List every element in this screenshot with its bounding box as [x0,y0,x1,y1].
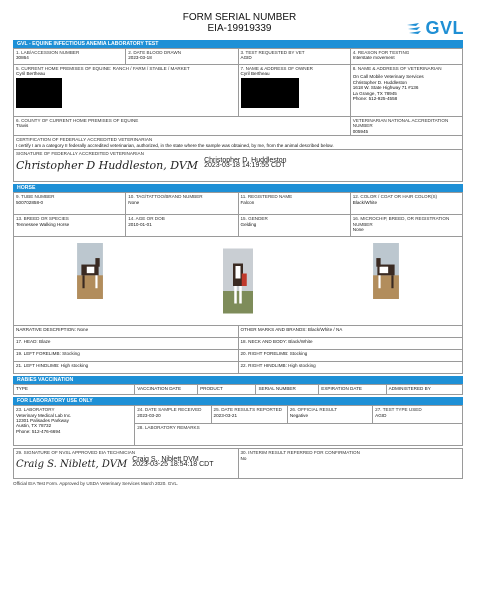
vet-line: La Grange, TX 78945 [352,90,397,96]
horse-photo-right-side [367,243,405,299]
received-cell [135,406,211,424]
lab-use-table [13,405,463,446]
age-label: 14. AGE OR DOB [128,216,165,222]
county-cell [14,117,351,136]
rabies-date: VACCINATION DATE [135,385,198,395]
age-value: 2010-01-01 [128,221,152,227]
tube-cell [14,193,126,215]
horse-photo-left-side [71,243,109,299]
interim-result-value: No [240,455,247,461]
narrative-label: NARRATIVE DESCRIPTION: [16,327,76,333]
eia-form [13,40,463,486]
reason-cell [350,49,462,65]
gender-value: Gelding [240,221,257,227]
accreditation-value: 005945 [352,128,369,134]
reported-label: 25. DATE RESULTS REPORTED [213,407,282,413]
premises-label: 5. CURRENT HOME PREMISES OF EQUINE: RANCH / FARM / STABLE / MARKET [16,66,190,71]
breed-cell [14,215,126,237]
laboratory-label: 23. LABORATORY [16,407,55,413]
head-label: 17. HEAD: [16,339,38,345]
narrative-cell [14,326,239,338]
tube-value: 500702858-0 [16,199,44,205]
technician-signature-label: 29. SIGNATURE OF NVSL APPROVED EIA TECHNICIAN [16,450,136,456]
other-marks-label: OTHER MARKS AND BRANDS: [240,327,307,333]
reported-cell [211,406,287,424]
tattoo-value: None [128,199,140,205]
premises-name: Cyril Bertheau [16,71,46,77]
laboratory-line: Veterinary Medical Lab Inc. [16,412,72,418]
reason-label: 4. REASON FOR TESTING [352,50,410,55]
form-footer: Official EIA Test Form. Approved by USDA Veterinary Services March 2020. GVL. [13,481,179,487]
laboratory-line: Austin, TX 78732 [16,423,52,429]
other-marks-value: Black/White / NA [307,327,343,333]
result-label: 26. OFFICIAL RESULT [289,407,338,413]
vet-label: 8. NAME & ADDRESS OF VETERINARIAN [352,66,442,71]
date-drawn-label: 2. DATE BLOOD DRAWN [128,50,182,55]
vet-signature-name: Christopher D. Huddleston [204,156,287,164]
other-marks-cell [238,326,463,338]
technician-signature-cell [14,449,239,479]
rabies-expiration: EXPIRATION DATE [319,385,386,395]
head-value: Blaze [38,339,51,345]
rabies-serial: SERIAL NUMBER [256,385,319,395]
left-hindlimb-label: 21. LEFT HINDLIMB: [16,363,60,369]
accreditation-label: VETERINARIAN NATIONAL ACCREDITATION NUMBER [352,118,449,129]
left-forelimb-label: 19. LEFT FORELIMB: [16,351,61,357]
lab-test-table [13,48,463,182]
test-type-cell [373,406,463,424]
accreditation-cell [350,117,462,136]
form-title: FORM SERIAL NUMBER [182,12,297,23]
right-forelimb-cell [238,350,463,362]
reason-value: Interstate movement [352,55,395,61]
horse-table [13,192,463,374]
test-requested-value: AGID [240,55,252,61]
color-value: Black/White [352,199,378,205]
horse-section-header: HORSE [13,184,463,192]
age-cell [126,215,238,237]
vet-line: On Call Mobile Veterinary Services [352,74,424,80]
rabies-table [13,384,463,395]
rabies-administered: ADMINISTERED BY [386,385,462,395]
certification-text: I certify I am a category II federally accredited veterinarian, authorized, in the state where the sample was obtained, by me, from the animal described below. [16,142,334,148]
interim-result-label: 30. INTERIM RESULT REFERRED FOR CONFIRMATION [240,450,360,456]
vet-cell [350,65,462,117]
registered-cell [238,193,350,215]
gender-cell [238,215,350,237]
gvl-logo [406,18,464,39]
registered-label: 11. REGISTERED NAME [240,194,293,200]
county-label: 6. COUNTY OF CURRENT HOME PREMISES OF EQUINE [16,118,139,123]
laboratory-cell [14,406,135,446]
owner-label: 7. NAME & ADDRESS OF OWNER [240,66,313,71]
right-hindlimb-value: High stocking [288,363,316,369]
right-forelimb-label: 20. RIGHT FORELIMB: [240,351,289,357]
tube-label: 9. TUBE NUMBER [16,194,55,200]
right-hindlimb-label: 22. RIGHT HINDLIMB: [240,363,287,369]
left-forelimb-cell [14,350,239,362]
accession-value: 30864 [16,55,29,61]
tattoo-label: 10. TAG/TATTOO/BRAND NUMBER [128,194,203,200]
result-cell [287,406,372,424]
color-label: 12. COLOR / COAT OR HAIR COLOR(S) [352,194,438,200]
neck-value: Black/White [288,339,313,345]
received-value: 2023-03-20 [137,412,161,418]
narrative-value: None [77,327,89,333]
technician-signature: Craig S. Niblett, DVM [16,459,128,471]
left-forelimb-value: Stocking [62,351,80,357]
rabies-section-header: RABIES VACCINATION [13,376,463,384]
test-requested-label: 3. TEST REQUESTED BY VET [240,50,305,55]
date-drawn-value: 2023-03-18 [128,55,152,61]
technician-signature-date: 2023-03-25 18:54:18 CDT [132,461,214,469]
left-hindlimb-value: High stocking [60,363,89,369]
vet-line: 1618 W. State Highway 71 #136 [352,85,419,91]
laboratory-line: Phone: 512-476-6694 [16,428,61,434]
head-cell [14,338,239,350]
microchip-label: 16. MICROCHIP, BREED, OR REGISTRATION NUMBER [352,216,450,227]
vet-signature-label: SIGNATURE OF FEDERALLY ACCREDITED VETERINARIAN [16,151,144,157]
neck-cell [238,338,463,350]
test-type-label: 27. TEST TYPE USED [375,407,422,413]
remarks-label: 28. LABORATORY REMARKS [137,425,200,431]
technician-table [13,448,463,479]
premises-cell [14,65,239,117]
registered-value: Falcon [240,199,255,205]
vet-signature-cell [14,150,463,182]
accession-cell [14,49,126,65]
vet-signature-date: 2023-03-18 14:19:55 CDT [204,162,286,170]
neck-label: 18. NECK AND BODY: [240,339,287,345]
lab-use-section-header: FOR LABORATORY USE ONLY [13,397,463,405]
tattoo-cell [126,193,238,215]
microchip-cell [350,215,462,237]
form-serial-number: EIA-19919339 [207,23,272,34]
right-forelimb-value: Stocking [289,351,308,357]
rabies-product: PRODUCT [198,385,256,395]
rabies-type: TYPE [14,385,135,395]
breed-label: 13. BREED OR SPECIES [16,216,69,222]
horse-photos-cell [14,237,463,326]
laboratory-line: 12301 Palisades Parkway [16,418,69,424]
microchip-value: None [352,227,364,233]
vet-line: Christopher D. Huddleston [352,79,407,85]
gvl-logo-icon [406,22,422,36]
result-value: Negative [289,412,309,418]
gender-label: 15. GENDER [240,216,268,222]
county-value: Travis [16,123,29,129]
technician-signature-name: Craig S.. Niblett DVM [132,455,199,463]
left-hindlimb-cell [14,362,239,374]
accession-label: 1. LAB/ACCESSION NUMBER [16,50,80,55]
date-drawn-cell [126,49,238,65]
right-hindlimb-cell [238,362,463,374]
test-requested-cell [238,49,350,65]
breed-value: Tennessee Walking Horse [16,221,70,227]
interim-result-cell [238,449,463,479]
gvl-logo-text: GVL [425,18,464,38]
color-cell [350,193,462,215]
owner-name: Cyril Bertheau [240,71,270,77]
certification-label: CERTIFICATION OF FEDERALLY ACCREDITED VETERINARIAN [16,137,153,143]
received-label: 24. DATE SAMPLE RECEIVED [137,407,202,413]
owner-cell [238,65,350,117]
lab-section-header: GVL - EQUINE INFECTIOUS ANEMIA LABORATORY TEST [13,40,463,48]
horse-photo-front [223,241,253,321]
redacted-owner-address [241,78,299,108]
test-type-value: AGID [375,412,387,418]
vet-signature: Christopher D Huddleston, DVM [16,159,199,173]
certification-cell [14,136,463,150]
vet-line: Phone: 512-925-4558 [352,96,398,102]
reported-value: 2023-03-21 [213,412,238,418]
redacted-address [16,78,62,108]
remarks-cell [135,424,463,446]
